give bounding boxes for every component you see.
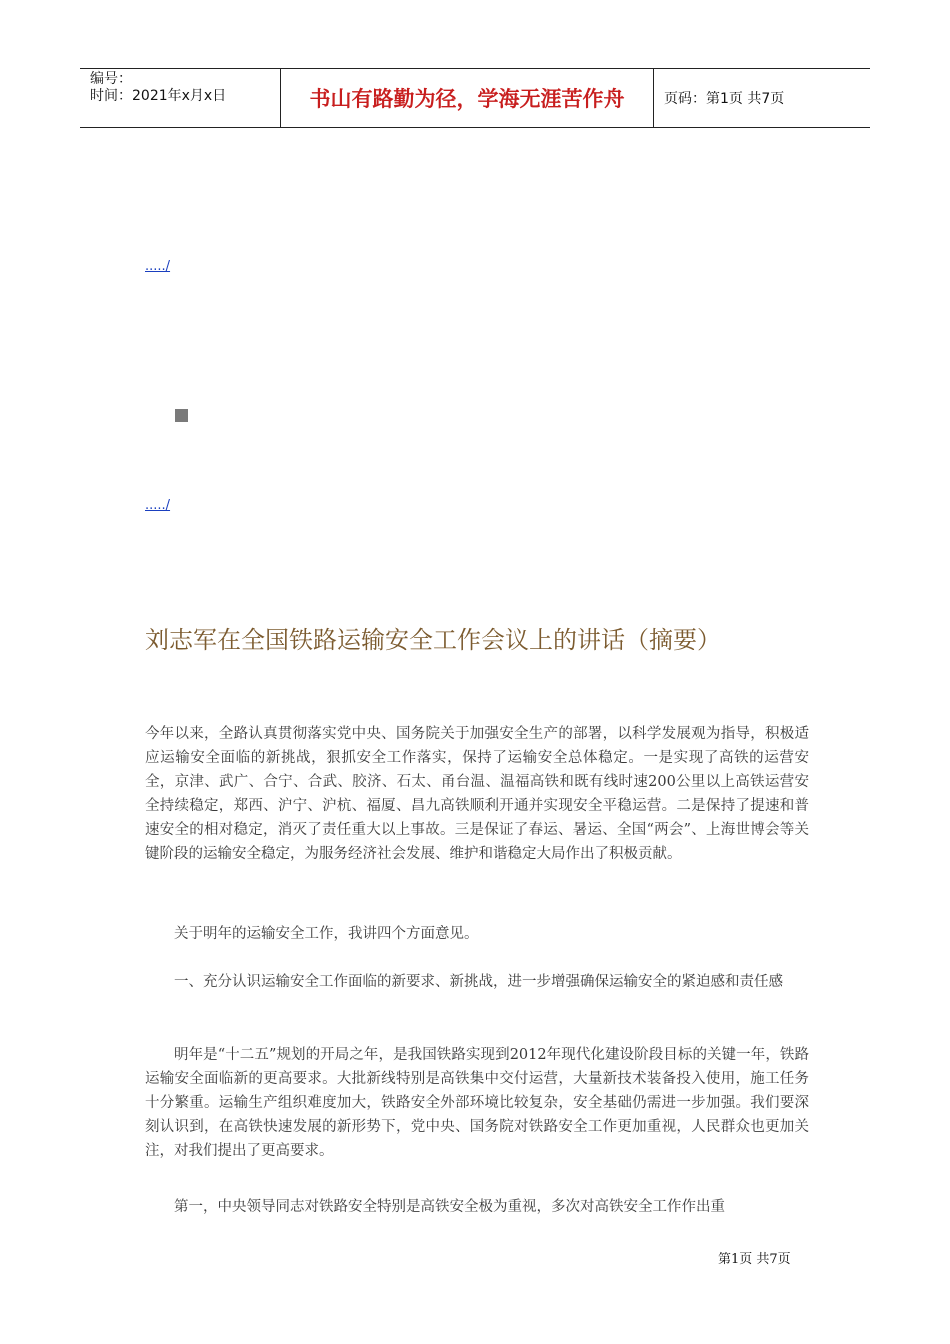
paragraph-1: 今年以来，全路认真贯彻落实党中央、国务院关于加强安全生产的部署，以科学发展观为指导，积极适应运输安全面临的新挑战，狠抓安全工作落实，保持了运输安全总体稳定。一是实现了高铁的运营安全，京津、武广、合宁、合武、胶济、石太、甬台温、温福高铁和既有线时速200公里以上高铁运营安全持续稳定，郑西、沪宁、沪杭、福厦、昌九高铁顺利开通并实现安全平稳运营。二是保持了提速和普速安全的相对稳定，消灭了责任重大以上事故。三是保证了春运、暑运、全国“两会”、上海世博会等关键阶段的运输安全稳定，为服务经济社会发展、维护和谐稳定大局作出了积极贡献。 bbox=[145, 726, 809, 862]
paragraph-4: 明年是“十二五”规划的开局之年，是我国铁路实现到2012年现代化建设阶段目标的关键一年，铁路运输安全面临新的更高要求。大批新线特别是高铁集中交付运营，大量新技术装备投入使用，施工任务十分繁重。运输生产组织难度加大，铁路安全外部环境比较复杂，安全基础仍需进一步加强。我们要深刻认识到，在高铁快速发展的新形势下，党中央、国务院对铁路安全工作更加重视，人民群众也更加关注，对我们提出了更高要求。 bbox=[145, 1047, 809, 1159]
article-title: 刘志军在全国铁路运输安全工作会议上的讲话（摘要） bbox=[145, 626, 721, 654]
header-meta bbox=[80, 69, 281, 127]
paragraph-2: 关于明年的运输安全工作，我讲四个方面意见。 bbox=[174, 926, 479, 942]
link-1[interactable]: ...../ bbox=[145, 259, 171, 274]
number-label: 编号： bbox=[90, 71, 132, 87]
header-motto: 书山有路勤为径，学海无涯苦作舟 bbox=[281, 69, 654, 127]
link-2[interactable]: ...../ bbox=[145, 498, 171, 513]
paragraph-5: 第一，中央领导同志对铁路安全特别是高铁安全极为重视，多次对高铁安全工作作出重 bbox=[174, 1199, 725, 1215]
header-page-info: 页码：第1页 共7页 bbox=[664, 91, 785, 107]
document-header bbox=[80, 68, 870, 128]
square-icon bbox=[175, 409, 188, 422]
page-footer: 第1页 共7页 bbox=[718, 1252, 791, 1267]
time-label: 时间：2021年x月x日 bbox=[90, 88, 227, 104]
paragraph-3: 一、充分认识运输安全工作面临的新要求、新挑战，进一步增强确保运输安全的紧迫感和责任感 bbox=[174, 974, 783, 990]
